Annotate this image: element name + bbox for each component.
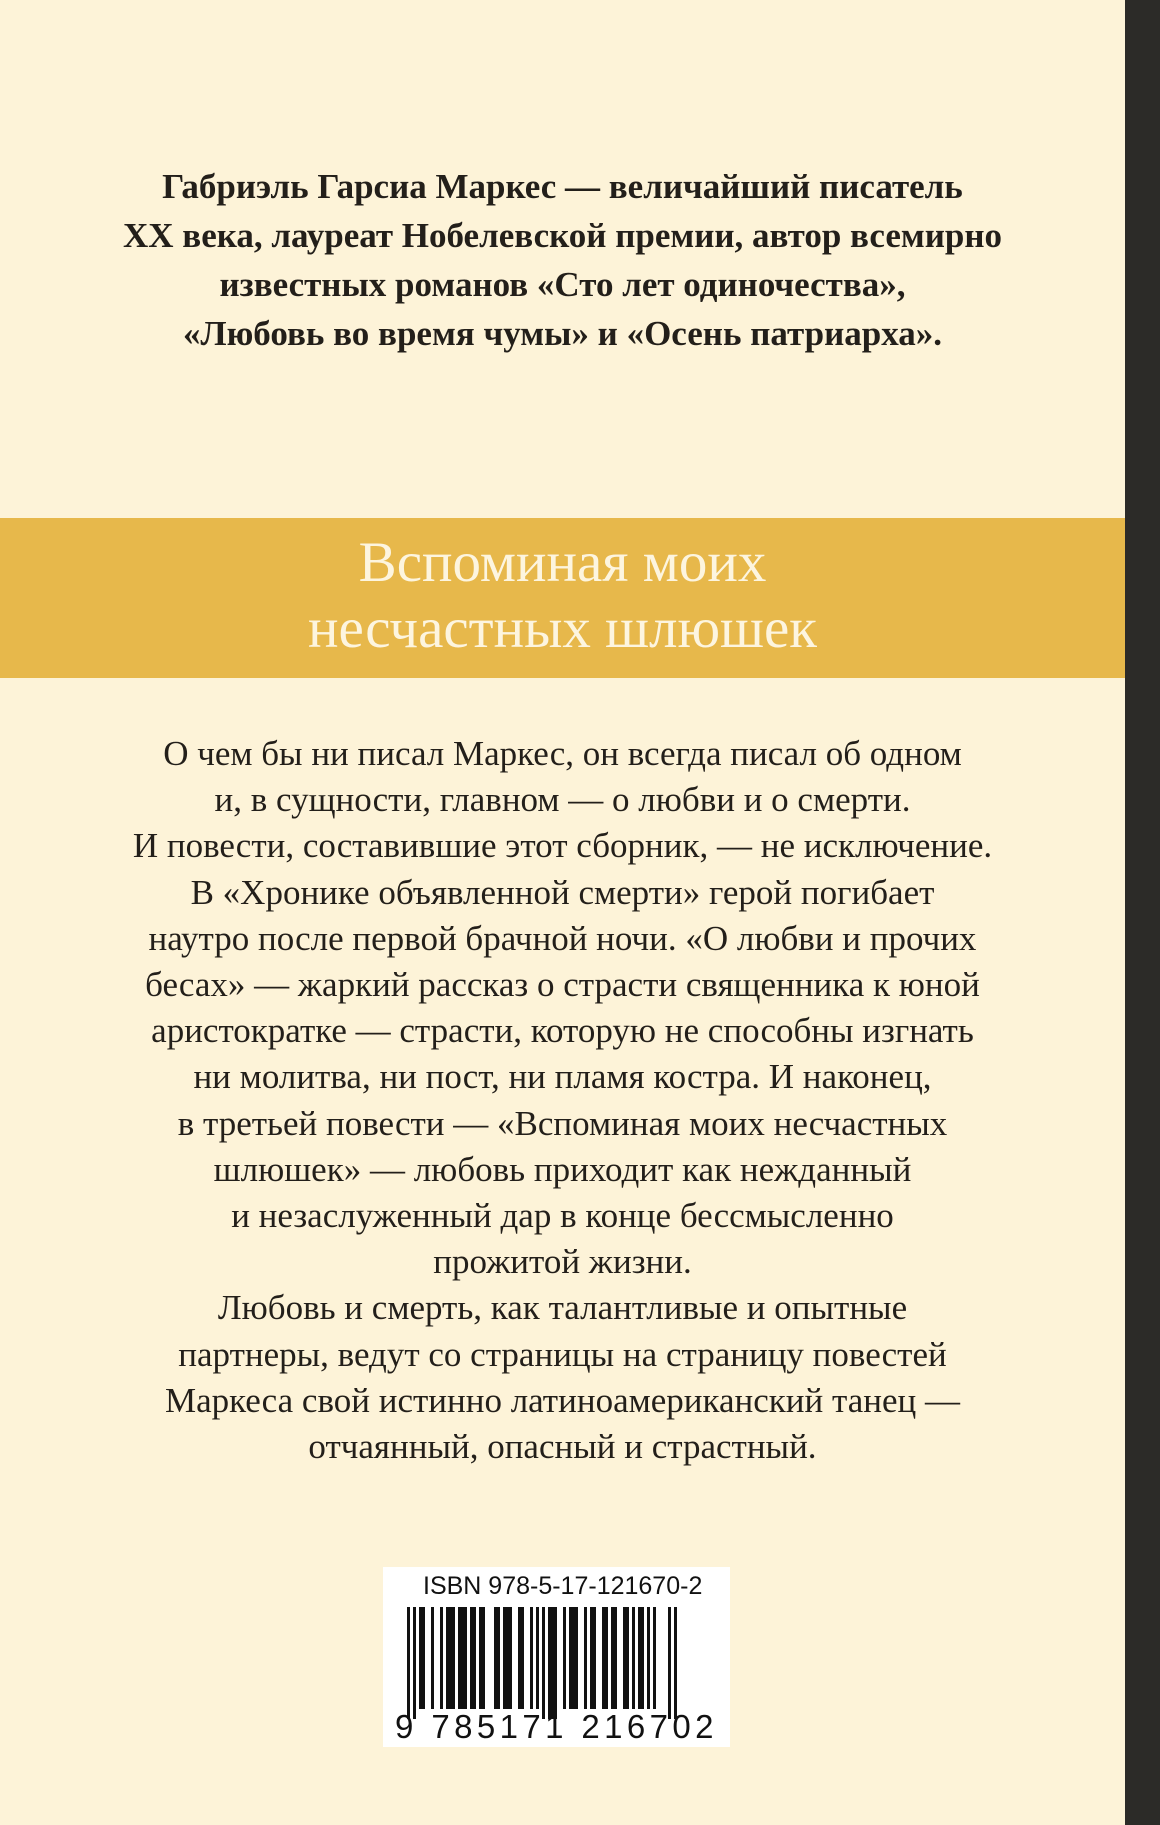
barcode-bar [590,1607,593,1709]
annotation-line: и незаслуженный дар в конце бессмысленно [231,1196,894,1236]
barcode-bar [623,1607,626,1709]
barcode-bar [452,1607,455,1709]
annotation-line: аристократке — страсти, которую не способны изгнать [151,1011,974,1051]
barcode-bar [494,1607,497,1709]
barcode-bar [506,1607,509,1709]
barcode-bar [530,1607,533,1709]
barcode-bar [575,1607,578,1709]
annotation-line: прожитой жизни. [433,1242,692,1282]
annotation-line: О чем бы ни писал Маркес, он всегда писал об одном [163,734,962,773]
barcode-bar [407,1607,410,1719]
annotation-line: Маркеса свой истинно латиноамериканский танец — [164,1380,961,1420]
author-blurb-line: «Любовь во время чумы» и «Осень патриарха». [182,314,942,353]
barcode-bar [470,1607,473,1709]
author-blurb [40,162,1085,358]
book-annotation [40,731,1085,1470]
barcode-bar [605,1607,608,1709]
barcode-bar [518,1607,521,1709]
annotation-line: ни молитва, ни пост, ни пламя костра. И наконец, [193,1057,932,1097]
barcode-bar [569,1607,572,1709]
barcode-bar [572,1607,575,1709]
barcode-bar [521,1607,524,1709]
barcode-bar [461,1607,464,1709]
title-band [0,518,1125,678]
author-blurb-line: известных романов «Сто лет одиночества», [219,265,906,304]
barcode-bar [674,1607,677,1719]
annotation-line: наутро после первой брачной ночи. «О любви и прочих [148,918,977,958]
barcode-bar [446,1607,449,1709]
barcode-bar [584,1607,587,1709]
barcode-bar [503,1607,506,1709]
barcode-bar [554,1607,557,1719]
spine-strip [1125,0,1160,1825]
barcode-bar [593,1607,596,1709]
annotation-line: бесах» — жаркий рассказ о страсти священника к юной [145,965,980,1005]
barcode-bar [479,1607,482,1709]
barcode-bar [536,1607,539,1709]
barcode-bar [641,1607,644,1709]
barcode-bar [449,1607,452,1709]
author-blurb-line: XX века, лауреат Нобелевской премии, автор всемирно [123,216,1002,255]
book-title [0,530,1125,662]
annotation-line: шлюшек» — любовь приходит как нежданный [213,1149,912,1189]
barcode-bar [440,1607,443,1709]
barcode-bar [413,1607,416,1719]
barcode-bar [653,1607,656,1709]
book-title-line: Вспоминая моих [358,531,767,594]
barcode-bar [473,1607,476,1709]
barcode-bar [458,1607,461,1709]
author-blurb-line: Габриэль Гарсиа Маркес — величайший писатель [162,167,963,206]
annotation-line: отчаянный, опасный и страстный. [308,1427,817,1467]
barcode-bar [602,1607,605,1709]
annotation-line: и, в сущности, главном — о любви и о смерти. [214,780,911,820]
barcode-bar [419,1607,422,1709]
annotation-line: В «Хронике объявленной смерти» герой погибает [190,872,935,912]
barcode-bar [497,1607,500,1709]
barcode-bar [563,1607,566,1709]
barcode-bar [614,1607,617,1709]
annotation-line: партнеры, ведут со страницы на страницу повестей [178,1334,947,1374]
barcode-block [383,1567,730,1747]
barcode-bar [422,1607,425,1709]
barcode-bar [647,1607,650,1709]
barcode-bar [542,1607,545,1719]
barcode-bar [482,1607,485,1709]
barcode-bar [464,1607,467,1709]
annotation-line: И повести, составившие этот сборник, — не исключение. [132,826,993,866]
barcode-bar [611,1607,614,1709]
barcode-bar [551,1607,554,1719]
isbn-label: ISBN 978-5-17-121670-2 [423,1572,703,1600]
barcode-bar [638,1607,641,1709]
barcode-bar [626,1607,629,1709]
barcode-bar [632,1607,635,1709]
annotation-line: Любовь и смерть, как талантливые и опытные [217,1288,908,1328]
barcode-bar [668,1607,671,1719]
barcode-bar [431,1607,434,1709]
book-title-line: несчастных шлюшек [308,597,817,660]
barcode-bar [509,1607,512,1709]
barcode-digits: 9 785171 216702 [395,1708,718,1745]
barcode-bar [548,1607,551,1719]
annotation-line: в третьей повести — «Вспоминая моих несчастных [177,1103,948,1143]
